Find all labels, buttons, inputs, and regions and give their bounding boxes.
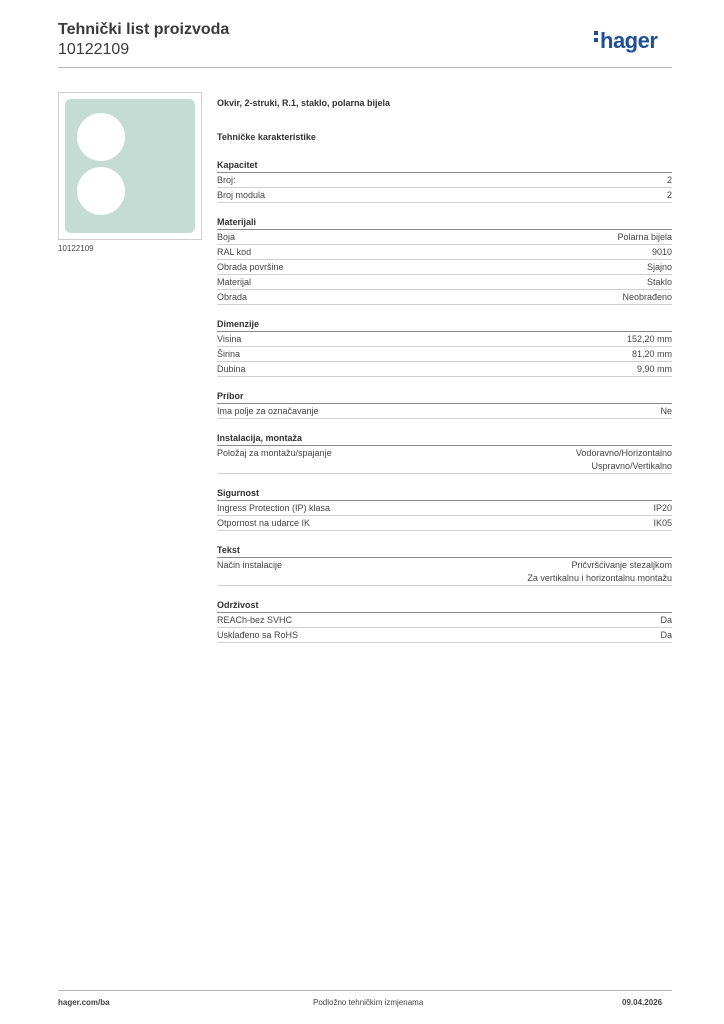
spec-section: [217, 158, 672, 203]
spec-row: [217, 188, 672, 203]
spec-label: Dubina: [217, 364, 246, 374]
spec-content: [217, 96, 672, 643]
spec-value: [667, 174, 672, 187]
section-title: Materijali: [217, 215, 672, 230]
spec-value: [653, 517, 672, 530]
spec-value-line: Polarna bijela: [617, 232, 672, 242]
spec-value-line: Za vertikalnu i horizontalnu montažu: [527, 573, 672, 583]
spec-value-line: Ne: [660, 406, 672, 416]
spec-label: Broj modula: [217, 190, 266, 200]
spec-label: Materijal: [217, 277, 252, 287]
spec-value: [660, 614, 672, 627]
spec-value: [576, 447, 672, 473]
image-caption: 10122109: [58, 244, 94, 253]
spec-value-line: Sjajno: [646, 262, 672, 272]
spec-section: [217, 317, 672, 377]
spec-section: [217, 598, 672, 643]
footer-note: Podložno tehničkim izmjenama: [313, 998, 424, 1007]
spec-value: [647, 276, 672, 289]
spec-section: [217, 543, 672, 586]
spec-value: [632, 348, 672, 361]
spec-value-line: 2: [666, 175, 672, 185]
header-divider: [58, 67, 672, 68]
product-image: [58, 92, 202, 240]
spec-label: Obrada: [217, 292, 248, 302]
spec-row: [217, 404, 672, 419]
spec-label: RAL kod: [217, 247, 252, 257]
logo-dots-icon: [594, 31, 598, 45]
spec-row: [217, 628, 672, 643]
spec-value: [660, 405, 672, 418]
spec-value: [637, 363, 672, 376]
spec-row: [217, 230, 672, 245]
spec-value-line: 9010: [651, 247, 672, 257]
spec-row: [217, 290, 672, 305]
spec-value-line: Da: [660, 630, 672, 640]
spec-label: Broj:: [217, 175, 236, 185]
spec-label: Visina: [217, 334, 242, 344]
document-title: Tehnički list proizvoda: [58, 21, 230, 38]
spec-row: [217, 501, 672, 516]
spec-label: Obrada površine: [217, 262, 284, 272]
footer-website: hager.com/ba: [58, 998, 110, 1007]
logo-text: hager: [600, 28, 658, 53]
spec-value: [622, 291, 672, 304]
spec-subtitle: Tehničke karakteristike: [217, 132, 316, 142]
frame-opening-top: [77, 113, 125, 161]
spec-value: [660, 629, 672, 642]
spec-value-line: IP20: [653, 503, 672, 513]
spec-section: [217, 389, 672, 419]
section-title: Sigurnost: [217, 486, 672, 501]
spec-value-line: 2: [666, 190, 672, 200]
spec-row: [217, 173, 672, 188]
spec-value-line: 9,90 mm: [636, 364, 672, 374]
spec-value: [627, 333, 672, 346]
spec-value: [617, 231, 672, 244]
document-number: 10122109: [58, 41, 130, 58]
section-title: Instalacija, montaža: [217, 431, 672, 446]
spec-value-line: Neobrađeno: [622, 292, 672, 302]
spec-value-line: 81,20 mm: [631, 349, 672, 359]
spec-row: [217, 558, 672, 586]
frame-opening-bottom: [77, 167, 125, 215]
section-title: Tekst: [217, 543, 672, 558]
section-title: Kapacitet: [217, 158, 672, 173]
spec-value-line: Pričvršćivanje stezaljkom: [571, 560, 672, 570]
spec-row: [217, 446, 672, 474]
spec-label: Boja: [217, 232, 236, 242]
spec-value-line: Vodoravno/Horizontalno: [575, 448, 672, 458]
spec-label: Položaj za montažu/spajanje: [217, 448, 332, 458]
spec-label: Širina: [217, 349, 241, 359]
spec-row: [217, 347, 672, 362]
spec-value: [647, 261, 672, 274]
spec-row: [217, 613, 672, 628]
spec-row: [217, 260, 672, 275]
spec-row: [217, 516, 672, 531]
footer-divider: [58, 990, 672, 991]
spec-value: [653, 502, 672, 515]
spec-section: [217, 431, 672, 474]
spec-row: [217, 245, 672, 260]
spec-value: [652, 246, 672, 259]
product-name: Okvir, 2-struki, R.1, staklo, polarna bijela: [217, 98, 391, 108]
spec-value-line: Uspravno/Vertikalno: [591, 461, 672, 471]
page-header: [58, 20, 229, 60]
spec-section: [217, 215, 672, 305]
spec-sections: [217, 158, 672, 643]
footer-date: 09.04.2026: [622, 998, 663, 1007]
section-title: Pribor: [217, 389, 672, 404]
frame-plate-picture: [65, 99, 195, 233]
spec-row: [217, 332, 672, 347]
spec-row: [217, 275, 672, 290]
spec-label: REACh-bez SVHC: [217, 615, 293, 625]
spec-value-line: Staklo: [646, 277, 672, 287]
spec-value-line: 152,20 mm: [626, 334, 672, 344]
spec-value-line: IK05: [653, 518, 672, 528]
spec-value-line: Da: [660, 615, 672, 625]
spec-row: [217, 362, 672, 377]
spec-label: Otpornost na udarce IK: [217, 518, 311, 528]
section-title: Dimenzije: [217, 317, 672, 332]
spec-value: [527, 559, 672, 585]
spec-label: Način instalacije: [217, 560, 283, 570]
spec-label: Usklađeno sa RoHS: [217, 630, 299, 640]
hager-logo: [594, 28, 657, 54]
spec-section: [217, 486, 672, 531]
spec-label: Ima polje za označavanje: [217, 406, 319, 416]
section-title: Održivost: [217, 598, 672, 613]
spec-value: [667, 189, 672, 202]
spec-label: Ingress Protection (IP) klasa: [217, 503, 331, 513]
